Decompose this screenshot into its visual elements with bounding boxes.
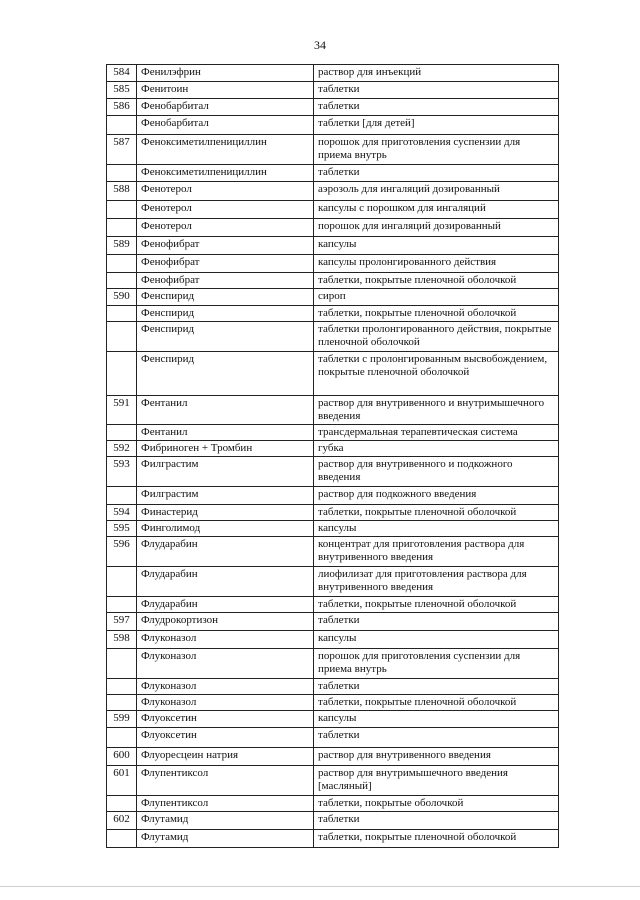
table-row [107,695,559,711]
dosage-form-cell: таблетки [314,812,559,830]
drug-name-cell: Флуконазол [137,695,314,711]
row-number-cell: 587 [107,135,137,165]
row-number-cell [107,201,137,219]
table-row [107,441,559,457]
table-row [107,306,559,322]
row-number-cell [107,695,137,711]
dosage-form-cell: таблетки, покрытые пленочной оболочкой [314,830,559,848]
row-number-cell: 596 [107,537,137,567]
table-row [107,65,559,82]
row-number-cell: 585 [107,82,137,99]
table-row [107,567,559,597]
table-row [107,631,559,649]
drug-name-cell: Феноксиметилпенициллин [137,135,314,165]
drug-name-cell: Флуоксетин [137,711,314,728]
drug-name-cell: Фентанил [137,396,314,425]
row-number-cell [107,649,137,679]
drug-name-cell: Флударабин [137,537,314,567]
dosage-form-cell: лиофилизат для приготовления раствора для внутривенного введения [314,567,559,597]
drug-name-cell: Флударабин [137,567,314,597]
drug-name-cell: Фентанил [137,425,314,441]
dosage-form-cell: капсулы [314,711,559,728]
drug-name-cell: Фенофибрат [137,237,314,255]
dosage-form-cell: порошок для приготовления суспензии для приема внутрь [314,135,559,165]
table-row [107,322,559,352]
row-number-cell: 590 [107,289,137,306]
row-number-cell: 597 [107,613,137,631]
row-number-cell: 600 [107,748,137,766]
drug-name-cell: Фенобарбитал [137,99,314,116]
row-number-cell: 591 [107,396,137,425]
drug-name-cell: Флуконазол [137,649,314,679]
table-row [107,597,559,613]
row-number-cell [107,219,137,237]
table-row [107,352,559,396]
dosage-form-cell: капсулы [314,521,559,537]
drug-name-cell: Филграстим [137,457,314,487]
table-row [107,219,559,237]
row-number-cell: 593 [107,457,137,487]
table-row [107,273,559,289]
row-number-cell [107,796,137,812]
row-number-cell: 589 [107,237,137,255]
table-row [107,766,559,796]
table-row [107,289,559,306]
table-row [107,457,559,487]
row-number-cell [107,352,137,396]
table-row [107,796,559,812]
page-number: 34 [314,38,326,52]
table-row [107,711,559,728]
table-row [107,182,559,201]
dosage-form-cell: раствор для инъекций [314,65,559,82]
drug-name-cell: Фенофибрат [137,273,314,289]
drug-name-cell: Фенофибрат [137,255,314,273]
dosage-form-cell: таблетки, покрытые пленочной оболочкой [314,505,559,521]
table-row [107,679,559,695]
drug-name-cell: Фенитоин [137,82,314,99]
row-number-cell [107,273,137,289]
row-number-cell [107,567,137,597]
dosage-form-cell: таблетки, покрытые пленочной оболочкой [314,273,559,289]
row-number-cell [107,322,137,352]
table-row [107,396,559,425]
dosage-form-cell: таблетки с пролонгированным высвобождением, покрытые пленочной оболочкой [314,352,559,396]
dosage-form-cell: капсулы [314,237,559,255]
table-row [107,82,559,99]
row-number-cell: 602 [107,812,137,830]
drug-name-cell: Фенотерол [137,182,314,201]
dosage-form-cell: таблетки [314,99,559,116]
row-number-cell [107,306,137,322]
table-row [107,748,559,766]
drug-name-cell: Флутамид [137,830,314,848]
table-row [107,812,559,830]
dosage-form-cell: трансдермальная терапевтическая система [314,425,559,441]
table-row [107,613,559,631]
dosage-form-cell: раствор для внутримышечного введения [масляный] [314,766,559,796]
drug-name-cell: Флупентиксол [137,796,314,812]
row-number-cell: 588 [107,182,137,201]
table-row [107,237,559,255]
drug-name-cell: Фенспирид [137,289,314,306]
dosage-form-cell: таблетки [314,728,559,748]
table-row [107,165,559,182]
drug-name-cell: Фенобарбитал [137,116,314,135]
row-number-cell [107,425,137,441]
row-number-cell: 601 [107,766,137,796]
table-row [107,255,559,273]
dosage-form-cell: порошок для ингаляций дозированный [314,219,559,237]
row-number-cell [107,255,137,273]
table-row [107,649,559,679]
table-row [107,99,559,116]
table-row [107,135,559,165]
table-row [107,505,559,521]
drug-name-cell: Флударабин [137,597,314,613]
row-number-cell: 599 [107,711,137,728]
drug-name-cell: Фибриноген + Тромбин [137,441,314,457]
dosage-form-cell: раствор для внутривенного и подкожного введения [314,457,559,487]
drug-list-body [107,65,559,848]
row-number-cell [107,165,137,182]
drug-name-cell: Флуконазол [137,631,314,649]
dosage-form-cell: таблетки, покрытые оболочкой [314,796,559,812]
table-row [107,537,559,567]
table-row [107,830,559,848]
drug-name-cell: Флуоксетин [137,728,314,748]
table-row [107,201,559,219]
row-number-cell [107,597,137,613]
drug-name-cell: Флутамид [137,812,314,830]
table-row [107,728,559,748]
drug-name-cell: Финголимод [137,521,314,537]
row-number-cell: 584 [107,65,137,82]
dosage-form-cell: раствор для подкожного введения [314,487,559,505]
row-number-cell: 592 [107,441,137,457]
dosage-form-cell: аэрозоль для ингаляций дозированный [314,182,559,201]
drug-name-cell: Фенспирид [137,352,314,396]
dosage-form-cell: таблетки [314,679,559,695]
row-number-cell [107,487,137,505]
drug-name-cell: Флудрокортизон [137,613,314,631]
drug-name-cell: Фенилэфрин [137,65,314,82]
dosage-form-cell: капсулы с порошком для ингаляций [314,201,559,219]
row-number-cell [107,728,137,748]
dosage-form-cell: порошок для приготовления суспензии для приема внутрь [314,649,559,679]
dosage-form-cell: таблетки [314,165,559,182]
dosage-form-cell: таблетки, покрытые пленочной оболочкой [314,597,559,613]
dosage-form-cell: раствор для внутривенного и внутримышечного введения [314,396,559,425]
dosage-form-cell: таблетки, покрытые пленочной оболочкой [314,306,559,322]
dosage-form-cell: концентрат для приготовления раствора для внутривенного введения [314,537,559,567]
drug-list-table [106,64,559,848]
drug-name-cell: Филграстим [137,487,314,505]
row-number-cell [107,116,137,135]
table-row [107,487,559,505]
drug-name-cell: Фенотерол [137,201,314,219]
drug-name-cell: Феноксиметилпенициллин [137,165,314,182]
dosage-form-cell: капсулы пролонгированного действия [314,255,559,273]
table-row [107,425,559,441]
dosage-form-cell: раствор для внутривенного введения [314,748,559,766]
row-number-cell: 598 [107,631,137,649]
dosage-form-cell: таблетки [для детей] [314,116,559,135]
row-number-cell: 594 [107,505,137,521]
drug-name-cell: Фенотерол [137,219,314,237]
dosage-form-cell: губка [314,441,559,457]
dosage-form-cell: капсулы [314,631,559,649]
drug-name-cell: Фенспирид [137,306,314,322]
drug-name-cell: Флупентиксол [137,766,314,796]
dosage-form-cell: сироп [314,289,559,306]
row-number-cell: 595 [107,521,137,537]
table-row [107,521,559,537]
dosage-form-cell: таблетки, покрытые пленочной оболочкой [314,695,559,711]
table-row [107,116,559,135]
drug-name-cell: Флуконазол [137,679,314,695]
page-bottom-edge [0,886,640,887]
row-number-cell [107,679,137,695]
drug-name-cell: Флуоресцеин натрия [137,748,314,766]
row-number-cell [107,830,137,848]
dosage-form-cell: таблетки пролонгированного действия, покрытые пленочной оболочкой [314,322,559,352]
drug-name-cell: Фенспирид [137,322,314,352]
dosage-form-cell: таблетки [314,613,559,631]
dosage-form-cell: таблетки [314,82,559,99]
drug-name-cell: Финастерид [137,505,314,521]
row-number-cell: 586 [107,99,137,116]
